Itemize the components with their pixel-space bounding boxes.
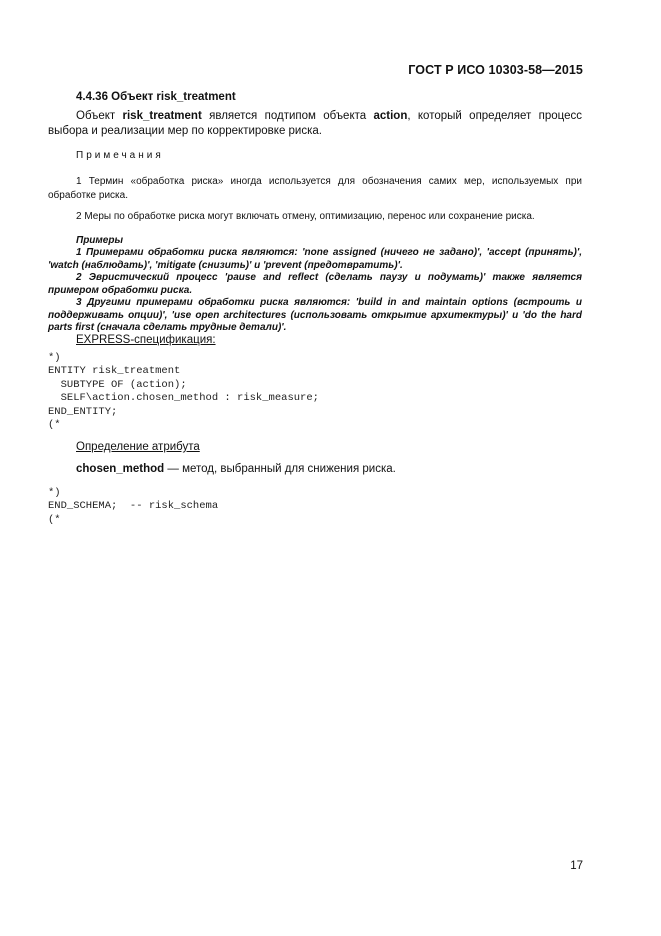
examples-title: Примеры: [76, 235, 124, 246]
definition-paragraph: [48, 109, 582, 139]
attribute-name: chosen_method: [76, 463, 165, 475]
attribute-definition-label: Определение атрибута: [76, 441, 200, 453]
attribute-definition: [76, 462, 396, 477]
express-spec-label: EXPRESS-спецификация:: [76, 334, 216, 346]
express-code-block: *) ENTITY risk_treatment SUBTYPE OF (action); SELF\action.chosen_method : risk_measure; END_ENTITY; (*: [48, 352, 319, 432]
example-item: 2 Эвристический процесс 'pause and reflect (сделать паузу и подумать)' также является примером обработки риска.: [48, 272, 582, 296]
example-item: 3 Другими примерами обработки риска являются: 'build in and maintain options (встроить и поддерживать опции)', 'use open architectures (использовать открытие архитектуры)' и 'do the hard parts first (сначала сделать трудные детали)'.: [48, 297, 582, 334]
standard-header: ГОСТ Р ИСО 10303-58—2015: [408, 63, 583, 77]
example-item: 1 Примерами обработки риска являются: 'none assigned (ничего не задано)', 'accept (принять)', 'watch (наблюдать)', 'mitigate (снизить)' и 'prevent (предотвратить)'.: [48, 247, 582, 271]
para-text: Объект: [76, 110, 123, 122]
section-title: 4.4.36 Объект risk_treatment: [76, 91, 236, 103]
para-text: является подтипом объекта: [201, 110, 374, 122]
note-item: 1 Термин «обработка риска» иногда используется для обозначения самих мер, используемых при обработке риска.: [48, 176, 582, 201]
entity-name: risk_treatment: [122, 110, 202, 122]
notes-title: Примечания: [76, 150, 164, 161]
page-number: 17: [570, 860, 583, 872]
note-item: 2 Меры по обработке риска могут включать отмену, оптимизацию, перенос или сохранение риска.: [76, 211, 535, 222]
parent-entity-name: action: [373, 110, 408, 122]
schema-end-code-block: *) END_SCHEMA; -- risk_schema (*: [48, 487, 219, 526]
para-text: , который определяет процесс выбора и реализации мер по корректировке риска.: [48, 110, 582, 137]
attribute-description: — метод, выбранный для снижения риска.: [164, 463, 396, 475]
